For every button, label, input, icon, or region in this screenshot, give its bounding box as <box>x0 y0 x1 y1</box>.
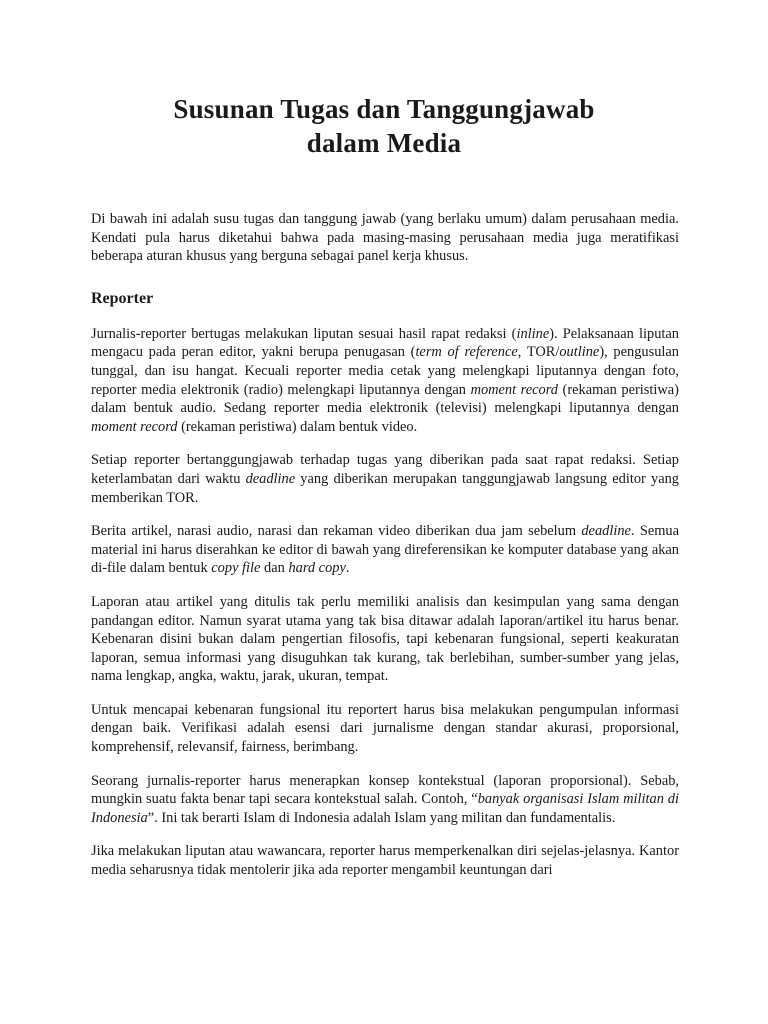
title-line-2: dalam Media <box>306 128 462 158</box>
paragraph-6: Seorang jurnalis-reporter harus menerapkan konsep kontekstual (laporan proporsional). Sebab, mungkin suatu fakta benar tapi secara kontekstual salah. Contoh, “banyak organisasi Islam militan di Indonesia”. Ini tak berarti Islam di Indonesia adalah Islam yang militan dan fundamentalis. <box>91 772 679 826</box>
paragraph-1: Jurnalis-reporter bertugas melakukan liputan sesuai hasil rapat redaksi (inline). Pelaksanaan liputan mengacu pada peran editor, yakni berupa penugasan (term of reference, TOR/outline), pengusulan tunggal, dan isu hangat. Kecuali reporter media cetak yang melengkapi liputannya dengan foto, reporter media elektronik (radio) melengkapi liputannya dengan moment record (rekaman peristiwa) dalam bentuk audio. Sedang reporter media elektronik (televisi) melengkapi liputannya dengan moment record (rekaman peristiwa) dalam bentuk video. <box>91 325 679 435</box>
paragraph-3: Berita artikel, narasi audio, narasi dan rekaman video diberikan dua jam sebelum deadline. Semua material ini harus diserahkan ke editor di bawah yang direferensikan ke komputer database yang akan di-file dalam bentuk copy file dan hard copy. <box>91 523 679 577</box>
paragraph-2: Setiap reporter bertanggungjawab terhadap tugas yang diberikan pada saat rapat redaksi. Setiap keterlambatan dari waktu deadline yang diberikan merupakan tanggungjawab langsung editor yang memberikan TOR. <box>91 452 679 506</box>
paragraph-4: Laporan atau artikel yang ditulis tak perlu memiliki analisis dan kesimpulan yang sama dengan pandangan editor. Namun syarat utama yang tak bisa ditawar adalah laporan/artikel itu harus benar. Kebenaran disini bukan dalam pengertian filosofis, tapi kebenaran fungsional, seperti keakuratan laporan, semua informasi yang disuguhkan tak kurang, tak berlebihan, sumber-sumber yang jelas, nama lengkap, angka, waktu, jarak, ukuran, tempat. <box>91 593 679 685</box>
title-line-1: Susunan Tugas dan Tanggungjawab <box>173 94 595 124</box>
document-body <box>91 210 679 895</box>
section-heading-reporter: Reporter <box>91 289 154 307</box>
intro-paragraph: Di bawah ini adalah susu tugas dan tanggung jawab (yang berlaku umum) dalam perusahaan media. Kendati pula harus diketahui bahwa pada masing-masing perusahaan media juga meratifikasi beberapa aturan khusus yang berguna sebagai panel kerja khusus. <box>91 211 679 265</box>
paragraph-7: Jika melakukan liputan atau wawancara, reporter harus memperkenalkan diri sejelas-jelasnya. Kantor media seharusnya tidak mentolerir jika ada reporter mengambil keuntungan dari <box>91 843 679 879</box>
paragraph-5: Untuk mencapai kebenaran fungsional itu reportert harus bisa melakukan pengumpulan informasi dengan baik. Verifikasi adalah esensi dari jurnalisme dengan standar akurasi, proporsional, komprehensif, relevansif, fairness, berimbang. <box>91 701 679 756</box>
document-title <box>0 92 768 160</box>
